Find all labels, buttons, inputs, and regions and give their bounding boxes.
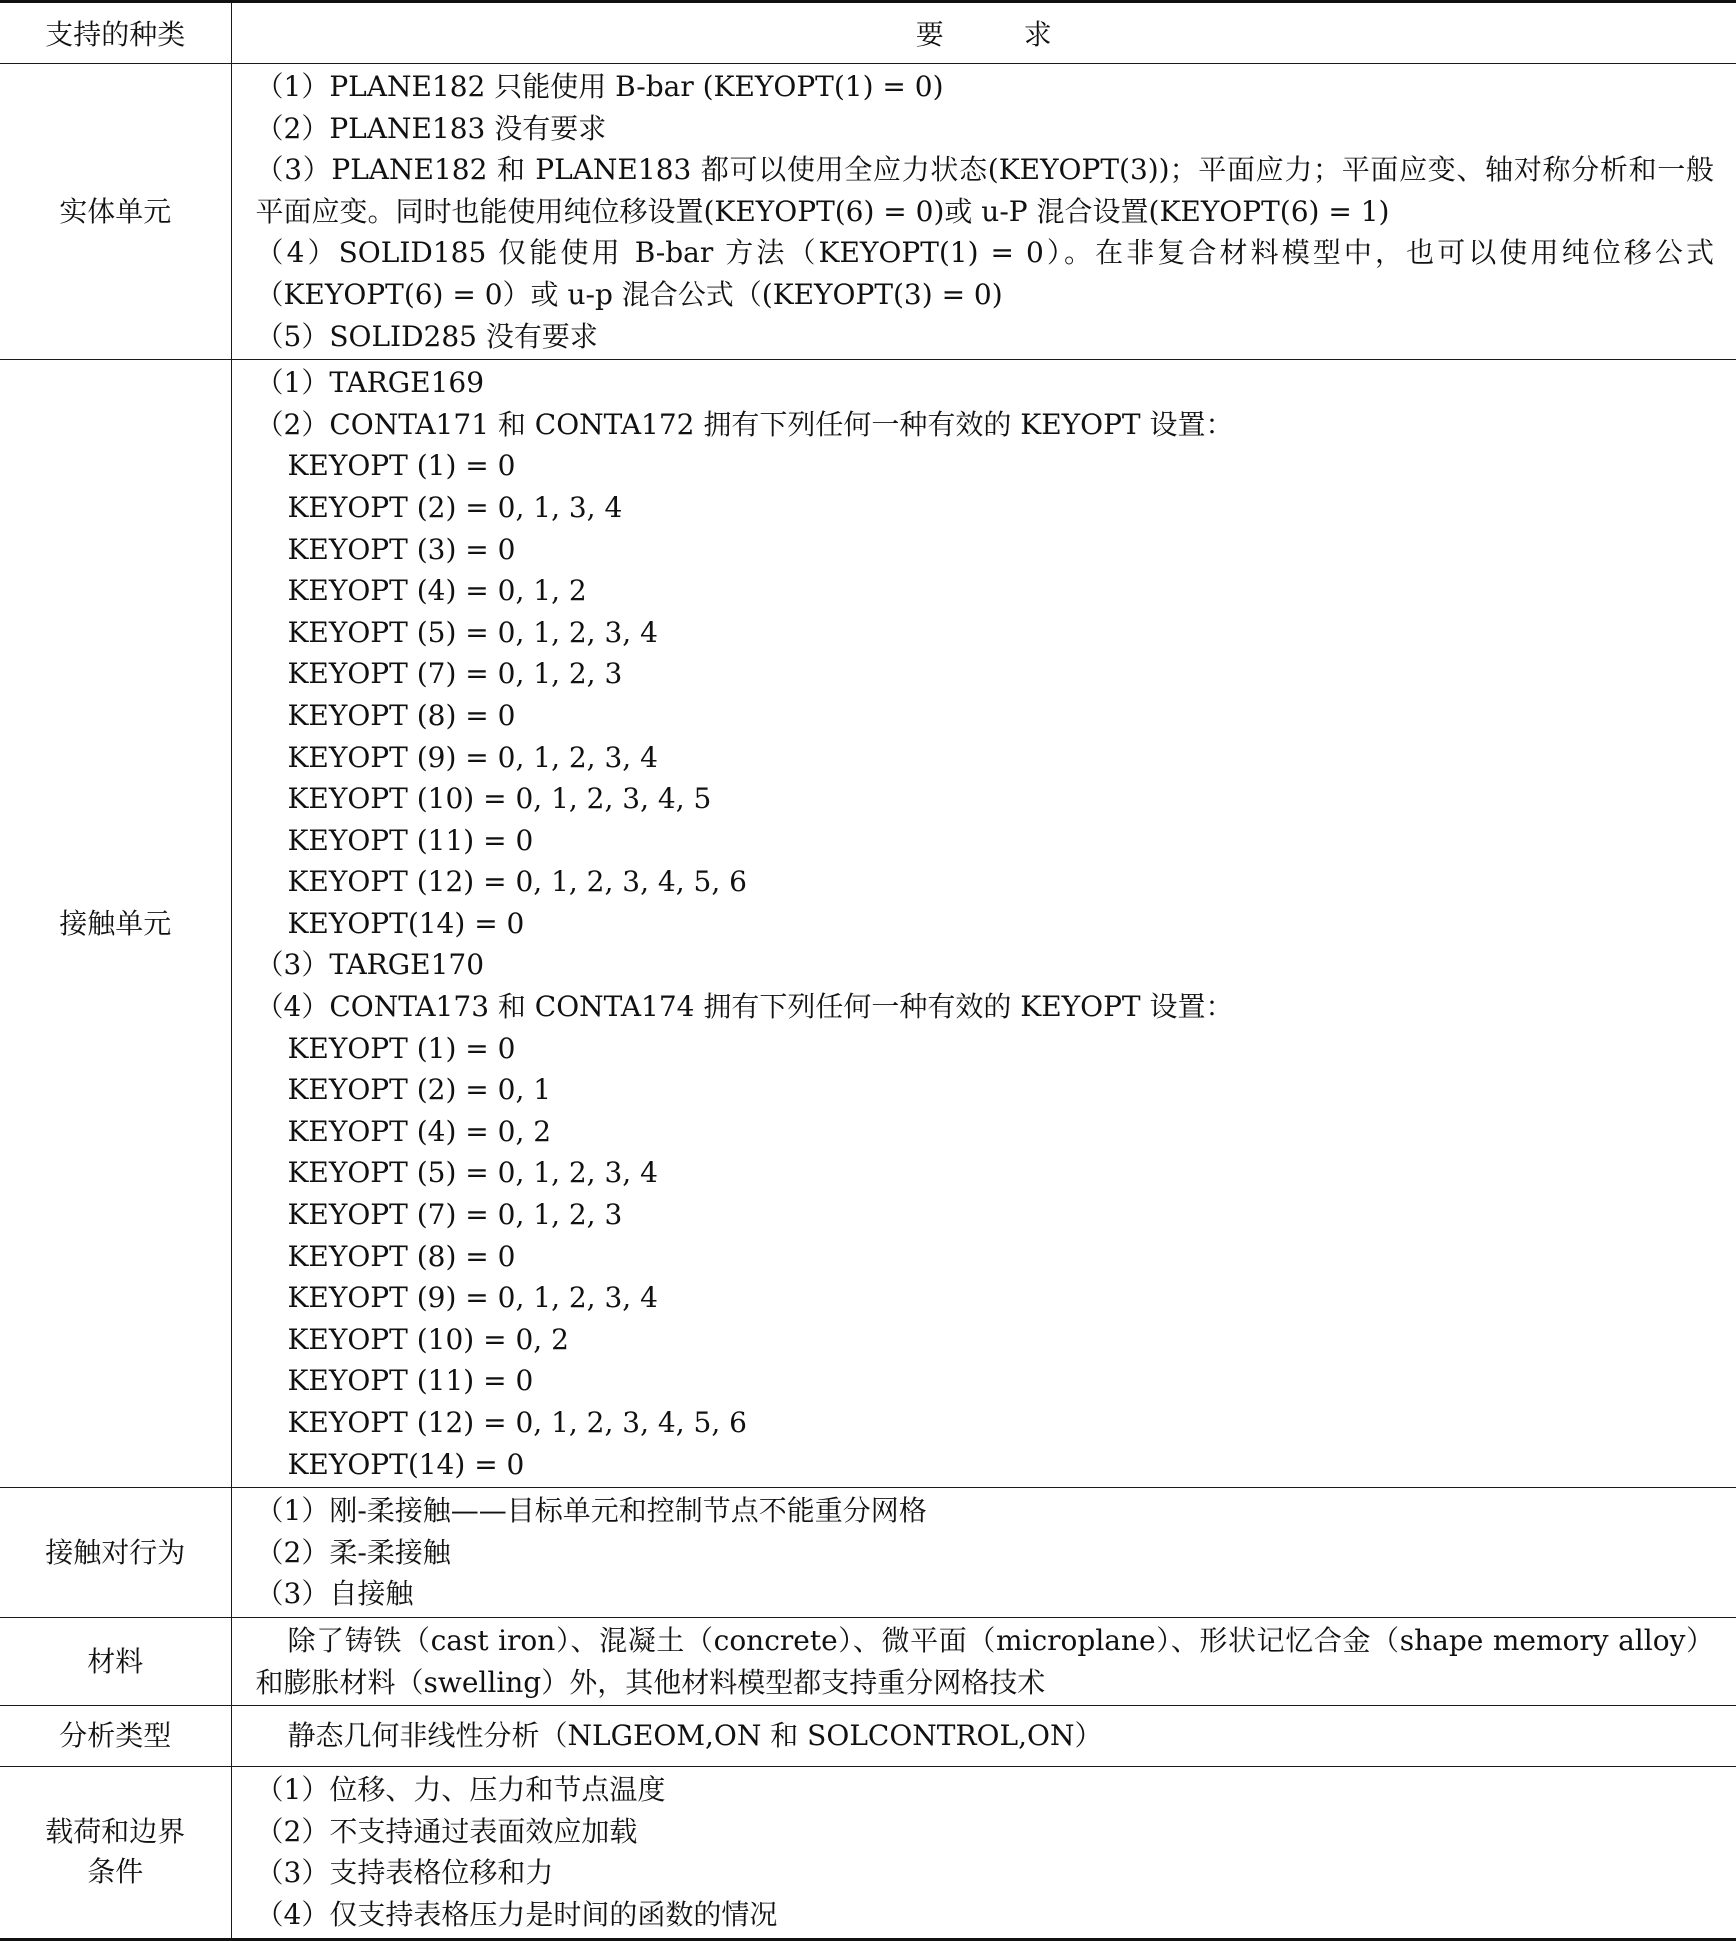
category-cell: 接触单元 (0, 360, 231, 1488)
table-row (0, 64, 1736, 360)
header-requirement-char-2: 求 (1023, 18, 1052, 51)
keyopt-line: KEYOPT (2) = 0, 1, 3, 4 (287, 490, 623, 524)
requirement-line: （3）支持表格位移和力 (255, 1856, 554, 1890)
requirement-line: （1）刚-柔接触——目标单元和控制节点不能重分网格 (255, 1494, 927, 1528)
keyopt-line: KEYOPT (7) = 0, 1, 2, 3 (287, 1198, 623, 1232)
keyopt-line: KEYOPT (4) = 0, 1, 2 (287, 574, 587, 608)
keyopt-line: KEYOPT (11) = 0 (287, 1364, 534, 1398)
keyopt-line: KEYOPT (5) = 0, 1, 2, 3, 4 (287, 615, 658, 649)
requirement-line: （1）位移、力、压力和节点温度 (255, 1773, 666, 1807)
keyopt-line: KEYOPT (9) = 0, 1, 2, 3, 4 (287, 740, 658, 774)
requirement-cell (231, 1767, 1736, 1939)
keyopt-line: KEYOPT (12) = 0, 1, 2, 3, 4, 5, 6 (287, 1406, 747, 1439)
table-row (0, 1706, 1736, 1767)
requirement-line: （1）PLANE182 只能使用 B-bar (KEYOPT(1) = 0) (255, 70, 944, 103)
category-cell: 材料 (0, 1617, 231, 1705)
category-cell: 实体单元 (0, 64, 231, 360)
keyopt-line: KEYOPT (7) = 0, 1, 2, 3 (287, 657, 623, 691)
keyopt-line: KEYOPT (1) = 0 (287, 449, 516, 483)
requirement-line: （4）CONTA173 和 CONTA174 拥有下列任何一种有效的 KEYOPT 设置： (255, 990, 1234, 1024)
keyopt-line: KEYOPT (2) = 0, 1 (287, 1073, 552, 1107)
keyopt-line: KEYOPT(14) = 0 (287, 1447, 525, 1481)
requirement-line: （2）不支持通过表面效应加载 (255, 1814, 638, 1848)
requirement-line: （5）SOLID285 没有要求 (255, 319, 598, 353)
requirement-paragraph: 除了铸铁（cast iron）、混凝土（concrete）、微平面（microplane）、形状记忆合金（shape memory alloy）和膨胀材料（swelling）外，其他材料模型都支持重分网格技术 (255, 1623, 1714, 1699)
requirement-line: （4）仅支持表格压力是时间的函数的情况 (255, 1897, 778, 1931)
table-row (0, 1767, 1736, 1939)
header-requirement (231, 2, 1736, 64)
requirement-line: （3）TARGE170 (255, 948, 485, 982)
category-cell: 接触对行为 (0, 1488, 231, 1618)
requirement-line: （2）PLANE183 没有要求 (255, 111, 607, 145)
keyopt-line: KEYOPT (10) = 0, 1, 2, 3, 4, 5 (287, 782, 712, 816)
category-line: 载荷和边界 (45, 1815, 186, 1849)
keyopt-line: KEYOPT (1) = 0 (287, 1031, 516, 1065)
requirement-cell (231, 1706, 1736, 1767)
keyopt-line: KEYOPT (9) = 0, 1, 2, 3, 4 (287, 1281, 658, 1315)
keyopt-line: KEYOPT (4) = 0, 2 (287, 1114, 552, 1148)
requirement-cell (231, 1488, 1736, 1618)
table-row (0, 360, 1736, 1488)
requirement-line: （1）TARGE169 (255, 366, 485, 400)
requirement-line: （2）柔-柔接触 (255, 1535, 451, 1569)
requirement-line: （2）CONTA171 和 CONTA172 拥有下列任何一种有效的 KEYOPT 设置： (255, 407, 1234, 441)
requirement-paragraph: （3）PLANE182 和 PLANE183 都可以使用全应力状态(KEYOPT(3))；平面应力；平面应变、轴对称分析和一般平面应变。同时也能使用纯位移设置(KEYOPT(6) = 0)或 u-P 混合设置(KEYOPT(6) = 1) (255, 153, 1714, 228)
category-cell (0, 1767, 231, 1939)
header-requirement-char-1: 要 (915, 18, 944, 51)
keyopt-line: KEYOPT (11) = 0 (287, 823, 534, 857)
table-row (0, 1488, 1736, 1618)
keyopt-line: KEYOPT (8) = 0 (287, 1239, 516, 1273)
keyopt-line: KEYOPT (3) = 0 (287, 532, 516, 566)
table-header-row (0, 2, 1736, 64)
category-cell: 分析类型 (0, 1706, 231, 1767)
requirement-paragraph: （4）SOLID185 仅能使用 B-bar 方法（KEYOPT(1) = 0）。在非复合材料模型中，也可以使用纯位移公式（KEYOPT(6) = 0）或 u-p 混合公式（(KEYOPT(3) = 0) (255, 236, 1714, 311)
keyopt-line: KEYOPT(14) = 0 (287, 906, 525, 940)
requirement-line: 静态几何非线性分析（NLGEOM,ON 和 SOLCONTROL,ON） (287, 1719, 1103, 1753)
keyopt-line: KEYOPT (5) = 0, 1, 2, 3, 4 (287, 1156, 658, 1190)
requirement-line: （3）自接触 (255, 1577, 414, 1611)
requirement-cell (231, 1617, 1736, 1705)
keyopt-line: KEYOPT (12) = 0, 1, 2, 3, 4, 5, 6 (287, 865, 747, 899)
category-line: 条件 (87, 1855, 144, 1889)
requirement-cell (231, 360, 1736, 1488)
table-row (0, 1617, 1736, 1705)
requirement-cell (231, 64, 1736, 360)
keyopt-line: KEYOPT (10) = 0, 2 (287, 1322, 569, 1356)
header-category: 支持的种类 (0, 2, 231, 64)
keyopt-line: KEYOPT (8) = 0 (287, 698, 516, 732)
